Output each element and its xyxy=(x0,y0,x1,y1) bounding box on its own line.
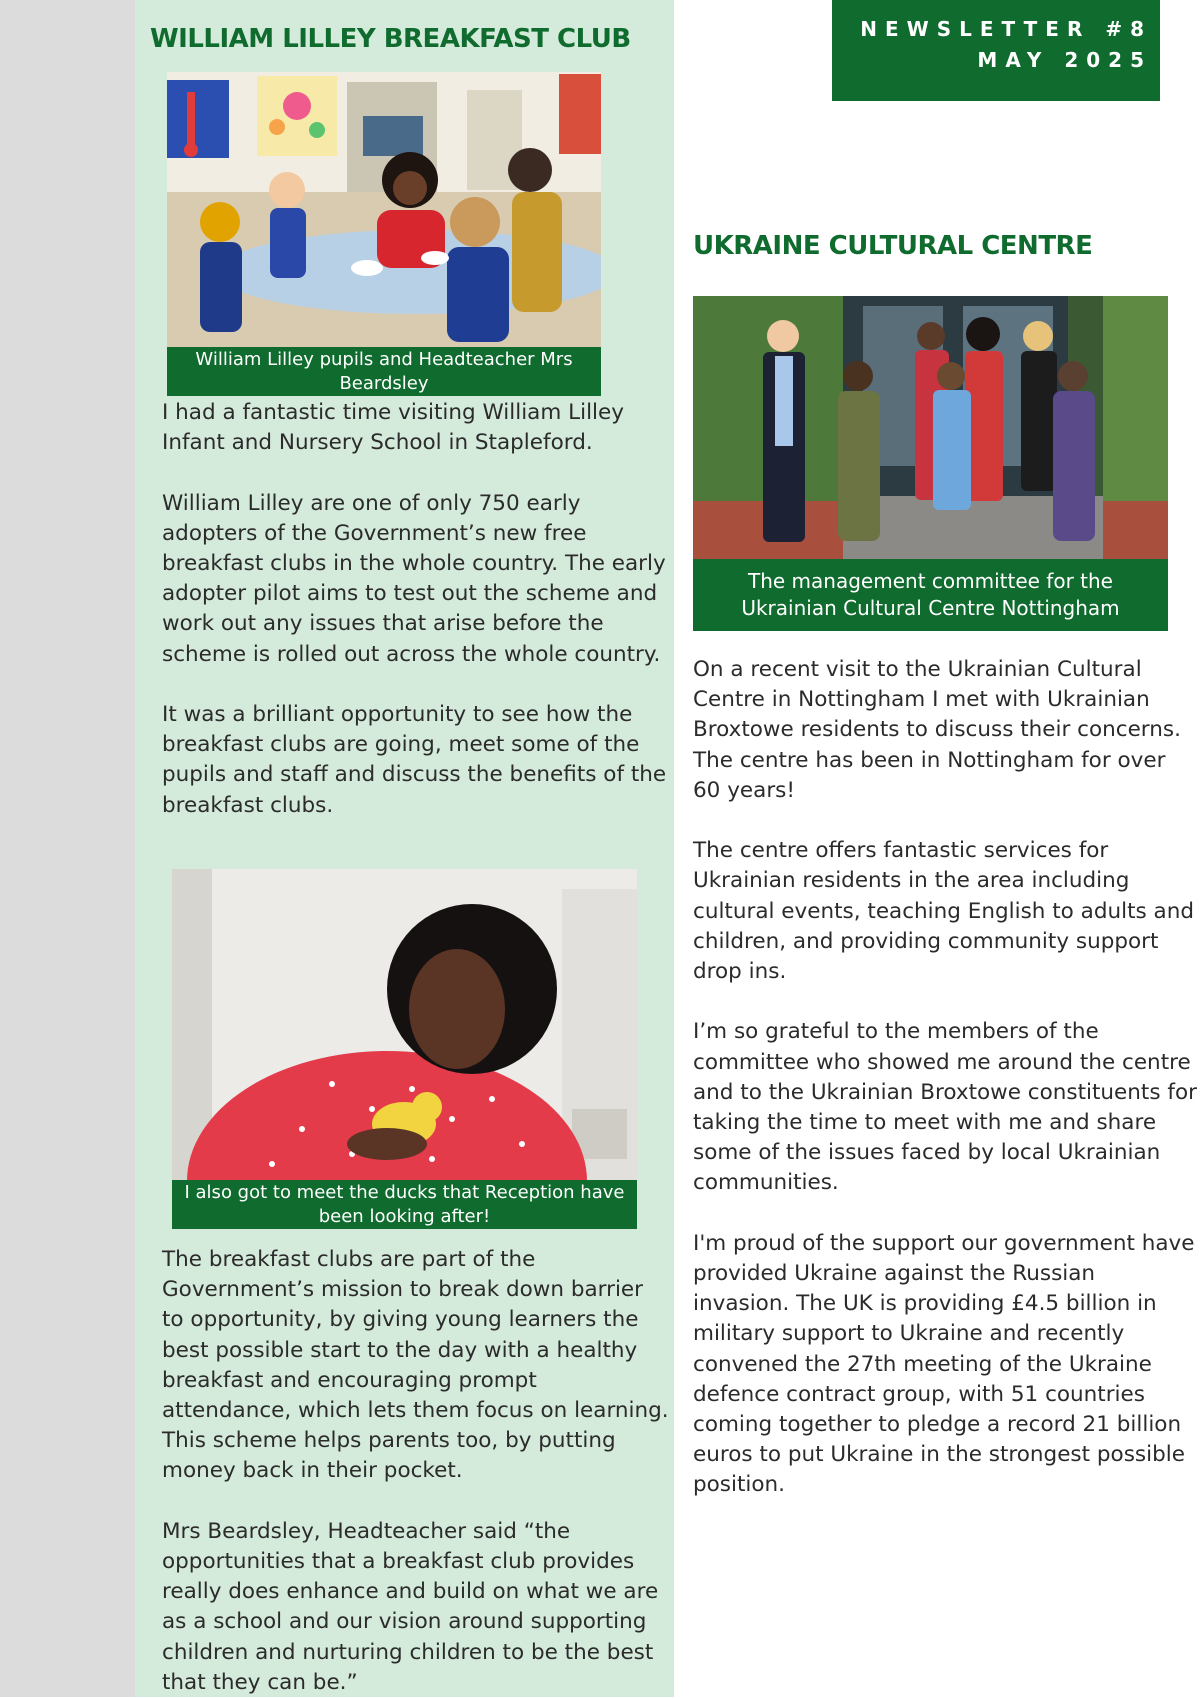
paragraph: The centre offers fantastic services for Ukrainian residents in the area including cultural events, teaching English to adults and children, and providing community support drop ins. xyxy=(693,838,1194,985)
newsletter-number: NEWSLETTER #8 xyxy=(860,17,1152,41)
ukraine-photo-caption: The management committee for the Ukrainian Cultural Centre Nottingham xyxy=(693,559,1168,631)
newsletter-badge xyxy=(832,0,1160,101)
ducks-photo-caption: I also got to meet the ducks that Reception have been looking after! xyxy=(172,1180,637,1229)
ducks-photo xyxy=(172,869,637,1181)
breakfast-club-intro-text xyxy=(162,398,670,821)
newsletter-date: MAY 2025 xyxy=(977,48,1152,72)
paragraph: The breakfast clubs are part of the Government’s mission to break down barrier to opportunity, by giving young learners the best possible start to the day with a healthy breakfast and encouraging prompt attendance, which lets them focus on learning. This scheme helps parents too, by putting money back in their pocket. xyxy=(162,1247,669,1484)
breakfast-club-heading: WILLIAM LILLEY BREAKFAST CLUB xyxy=(150,24,631,54)
paragraph: Mrs Beardsley, Headteacher said “the opportunities that a breakfast club provides really does enhance and build on what we are as a school and our vision around supporting children and nurturing children to be the best that they can be.” xyxy=(162,1518,659,1695)
paragraph: I’m so grateful to the members of the committee who showed me around the centre and to the Ukrainian Broxtowe constituents for taking the time to meet with me and share some of the issues faced by local Ukrainian communities. xyxy=(693,1019,1197,1196)
breakfast-club-classroom-photo xyxy=(167,72,601,348)
paragraph: I'm proud of the support our government have provided Ukraine against the Russian invasion. The UK is providing £4.5 billion in military support to Ukraine and recently convened the 27th meeting of the Ukraine defence contract group, with 51 countries coming together to pledge a record 21 billion euros to put Ukraine in the strongest possible position. xyxy=(693,1230,1195,1498)
paragraph: William Lilley are one of only 750 early adopters of the Government’s new free breakfast clubs in the whole country. The early adopter pilot aims to test out the scheme and work out any issues that arise before the scheme is rolled out across the whole country. xyxy=(162,490,666,667)
ukraine-centre-text xyxy=(693,655,1197,1501)
paragraph: I had a fantastic time visiting William Lilley Infant and Nursery School in Stapleford. xyxy=(162,400,624,456)
paragraph: On a recent visit to the Ukrainian Cultural Centre in Nottingham I met with Ukrainian Broxtowe residents to discuss their concerns. The centre has been in Nottingham for over 60 years! xyxy=(693,657,1181,803)
breakfast-club-photo-caption: William Lilley pupils and Headteacher Mrs Beardsley xyxy=(167,347,601,396)
breakfast-club-details-text xyxy=(162,1245,670,1698)
ukraine-committee-photo xyxy=(693,296,1168,560)
left-margin-strip xyxy=(0,0,135,1697)
paragraph: It was a brilliant opportunity to see how the breakfast clubs are going, meet some of the pupils and staff and discuss the benefits of the breakfast clubs. xyxy=(162,702,667,818)
ukraine-centre-heading: UKRAINE CULTURAL CENTRE xyxy=(693,231,1093,261)
